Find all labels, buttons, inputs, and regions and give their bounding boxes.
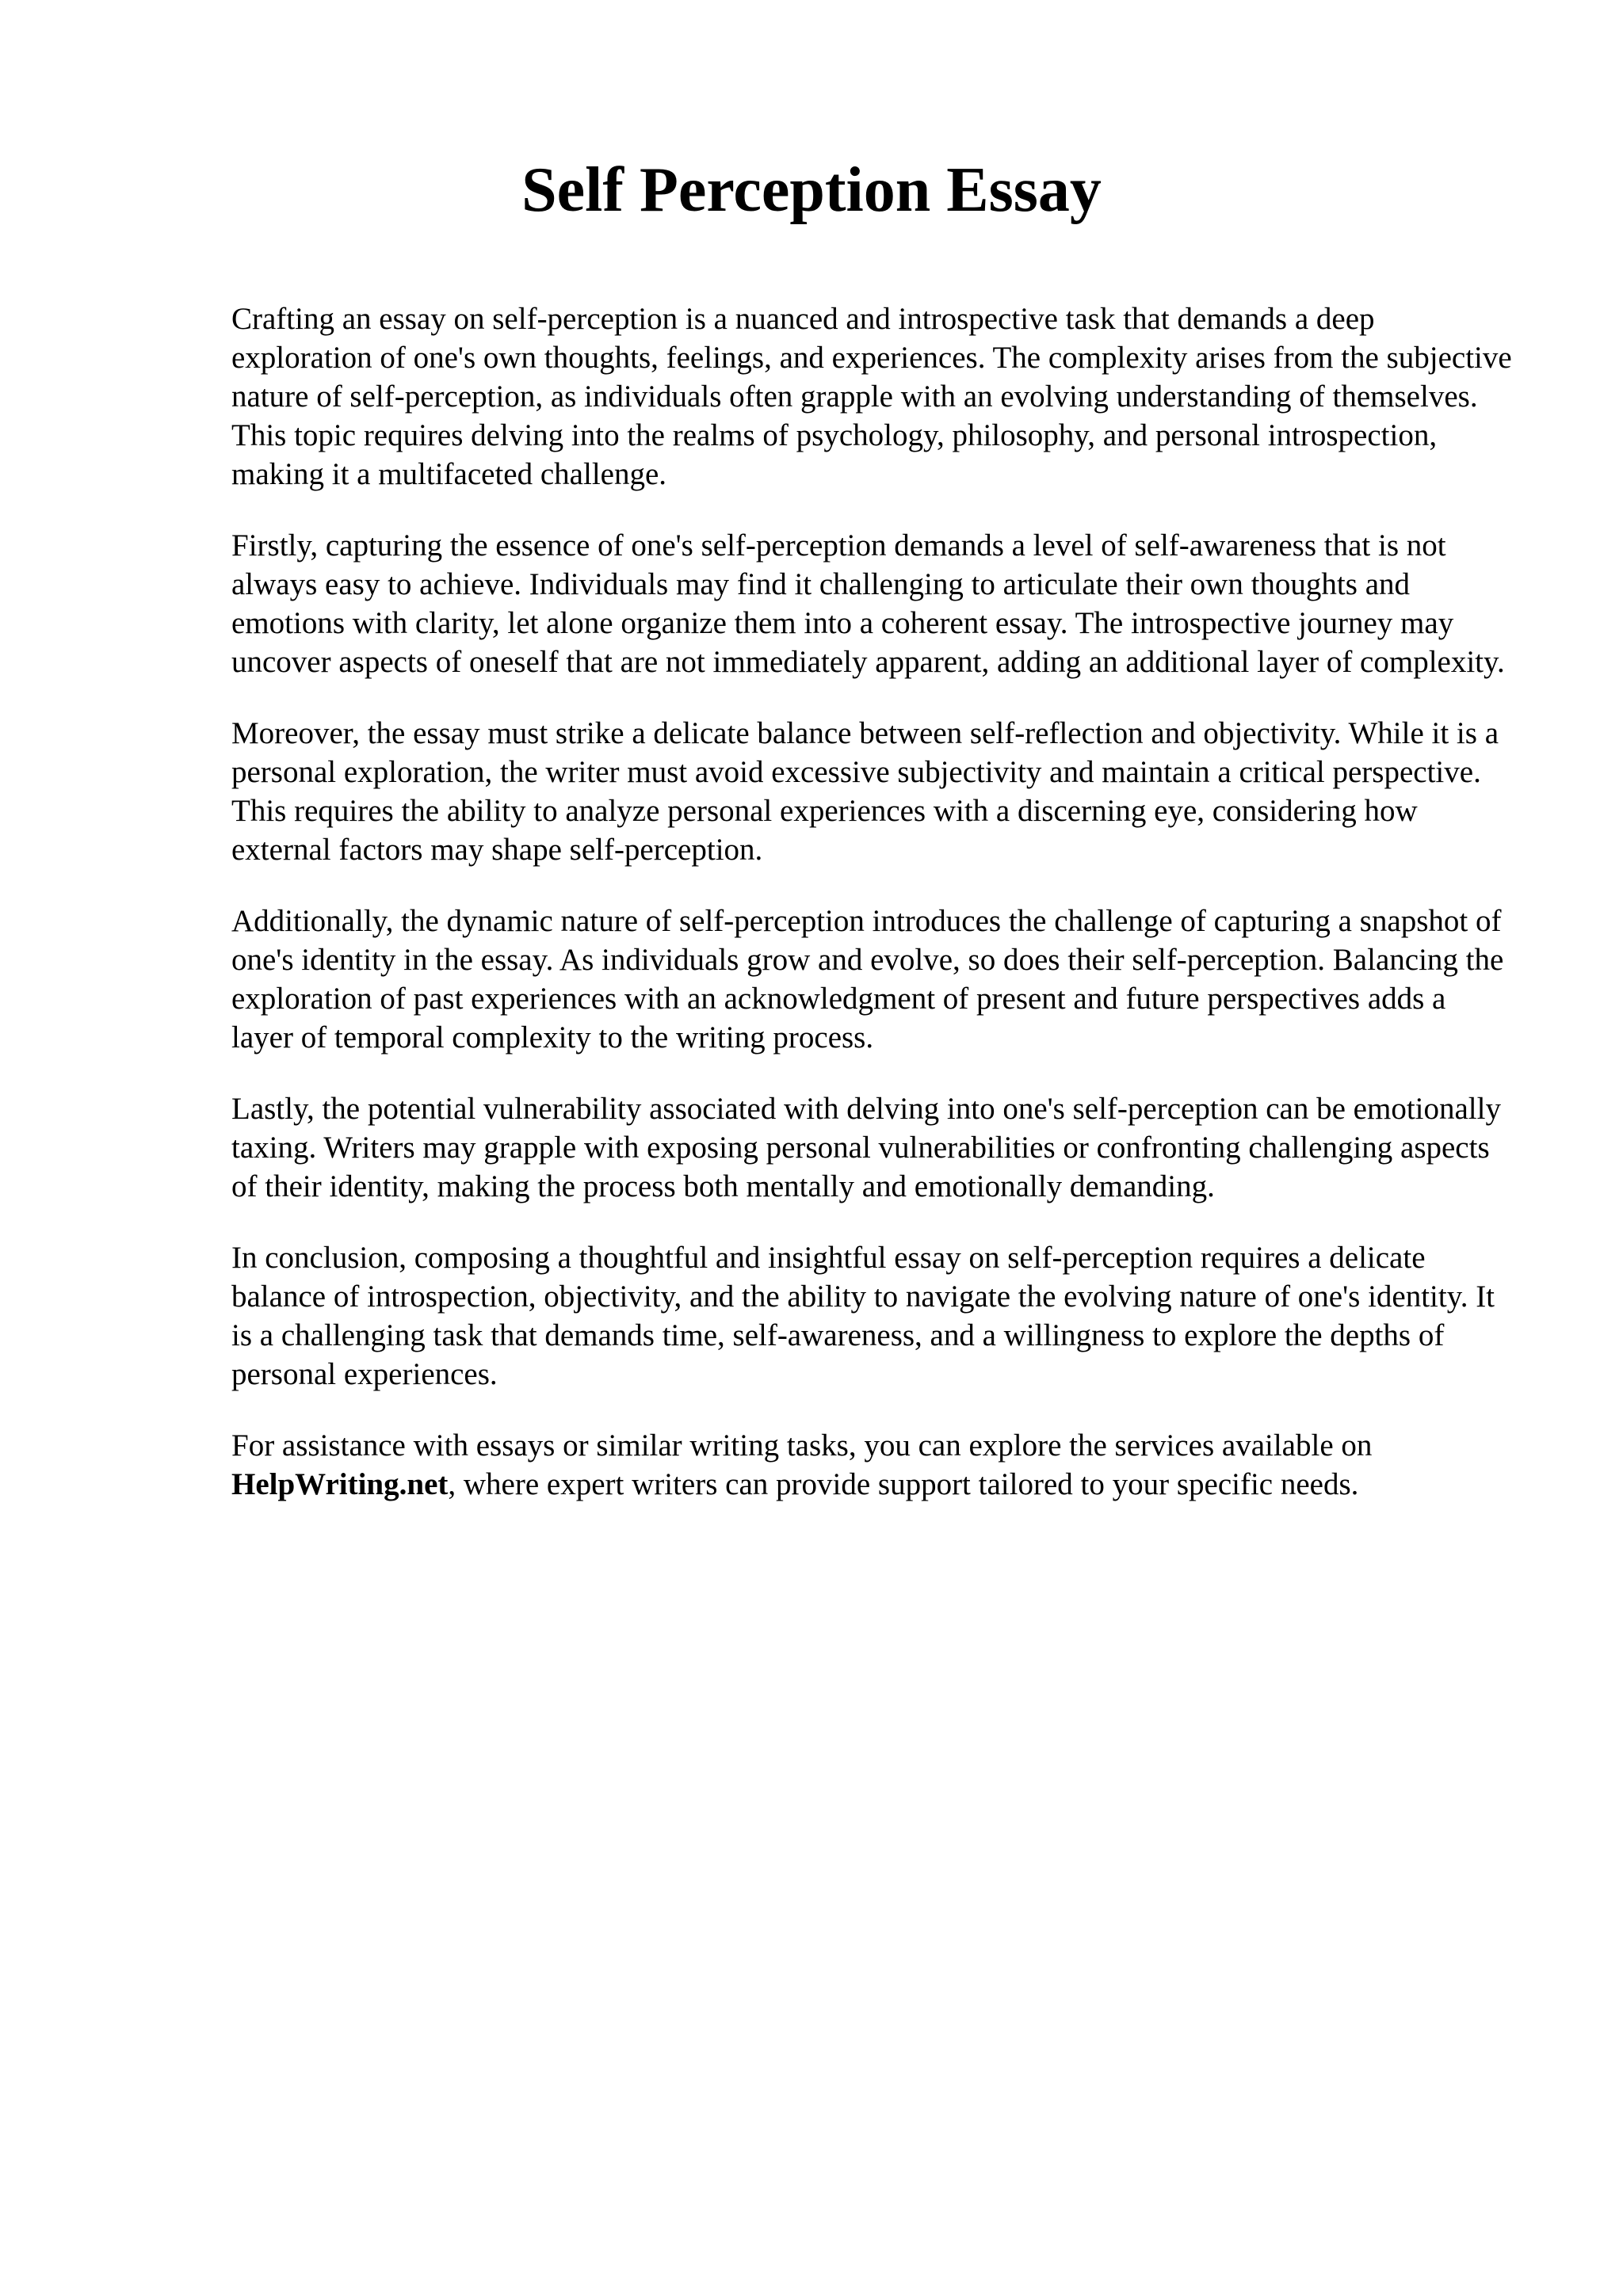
paragraph-intro: Crafting an essay on self-perception is a nuanced and introspective task that demands a deep exploration of one's own thoughts, feelings, and experiences. The complexity arises from the subjective nature of self-perception, as individuals often grapple with an evolving understanding of themselves. This topic requires delving into the realms of psychology, philosophy, and personal introspection, making it a multifaceted challenge. bbox=[231, 302, 1512, 491]
paragraph-lastly: Lastly, the potential vulnerability associated with delving into one's self-perception can be emotionally taxing. Writers may grapple with exposing personal vulnerabilities or confronting challenging aspects of their identity, making the process both mentally and emotionally demanding. bbox=[231, 1092, 1501, 1203]
closing-lead-text: For assistance with essays or similar writing tasks, you can explore the services available on bbox=[231, 1428, 1373, 1463]
closing-tail-text: , where expert writers can provide support tailored to your specific needs. bbox=[448, 1467, 1359, 1501]
paragraph-firstly: Firstly, capturing the essence of one's self-perception demands a level of self-awareness that is not always easy to achieve. Individuals may find it challenging to articulate their own thoughts and emotions with clarity, let alone organize them into a coherent essay. The introspective journey may uncover aspects of oneself that are not immediately apparent, adding an additional layer of complexity. bbox=[231, 528, 1505, 679]
paragraph-additionally: Additionally, the dynamic nature of self-perception introduces the challenge of capturing a snapshot of one's identity in the essay. As individuals grow and evolve, so does their self-perception. Balancing the exploration of past experiences with an acknowledgment of present and future perspectives adds a layer of temporal complexity to the writing process. bbox=[231, 904, 1504, 1055]
paragraph-moreover: Moreover, the essay must strike a delicate balance between self-reflection and objectivity. While it is a personal exploration, the writer must avoid excessive subjectivity and maintain a critical perspective. This requires the ability to analyze personal experiences with a discerning eye, considering how external factors may shape self-perception. bbox=[231, 716, 1499, 867]
brand-name: HelpWriting.net bbox=[231, 1467, 449, 1501]
paragraph-closing bbox=[231, 1426, 1515, 1504]
page-title: Self Perception Essay bbox=[521, 155, 1102, 225]
essay-body bbox=[231, 299, 1515, 1536]
paragraph-conclusion: In conclusion, composing a thoughtful and insightful essay on self-perception requires a delicate balance of introspection, objectivity, and the ability to navigate the evolving nature of one's identity. It is a challenging task that demands time, self-awareness, and a willingness to explore the depths of personal experiences. bbox=[231, 1241, 1495, 1391]
